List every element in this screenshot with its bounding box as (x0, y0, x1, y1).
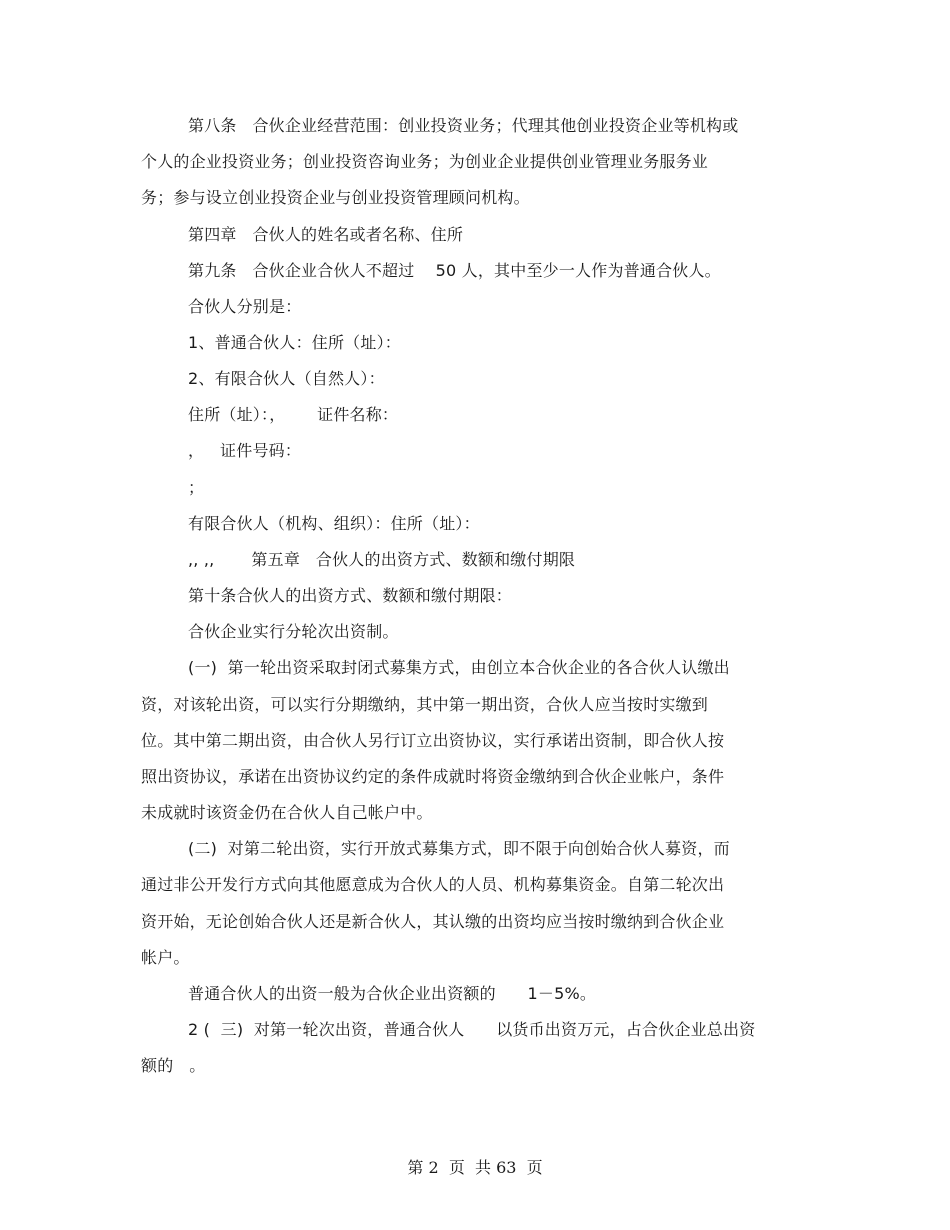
page-footer: 第 2 页 共 63 页 (407, 1158, 543, 1177)
address-id-name-line: 住所（址）：， 证件名称： (188, 405, 399, 424)
general-partner-line: 1、普通合伙人：住所（址）： (188, 333, 401, 352)
id-number-line: ， 证件号码： (188, 441, 302, 460)
article-9-line: 第九条 合伙企业合伙人不超过 50 人，其中至少一人作为普通合伙人。 (188, 261, 721, 280)
clause-1-line-5: 未成就时该资金仍在合伙人自己帐户中。 (141, 803, 433, 822)
limited-partner-person-line: 2、有限合伙人（自然人）： (188, 369, 385, 388)
article-10-heading: 第十条合伙人的出资方式、数额和缴付期限： (188, 586, 513, 605)
clause-2-line-3: 资开始，无论创始合伙人还是新合伙人，其认缴的出资均应当按时缴纳到合伙企业 (141, 912, 725, 931)
clause-1-line-4: 照出资协议，承诺在出资协议约定的条件成就时将资金缴纳到合伙企业帐户，条件 (141, 767, 725, 786)
article-8-line-2: 个人的企业投资业务；创业投资咨询业务；为创业企业提供创业管理业务服务业 (141, 152, 709, 171)
clause-3-line-1: 2 ( 三) 对第一轮次出资，普通合伙人 以货币出资万元，占合伙企业总出资 (188, 1020, 756, 1039)
chapter-4-heading: 第四章 合伙人的姓名或者名称、住所 (188, 225, 464, 244)
chapter-5-heading: ,, ,, 第五章 合伙人的出资方式、数额和缴付期限 (188, 550, 576, 569)
clause-3-line-2: 额的 。 (141, 1056, 206, 1075)
article-8-line-3: 务；参与设立创业投资企业与创业投资管理顾问机构。 (141, 188, 530, 207)
clause-2-line-4: 帐户。 (141, 948, 190, 967)
clause-1-line-1: (一) 第一轮出资采取封闭式募集方式，由创立本合伙企业的各合伙人认缴出 (188, 658, 730, 677)
semicolon-line: ； (188, 478, 205, 497)
limited-partner-org-line: 有限合伙人（机构、组织）：住所（址）： (188, 514, 480, 533)
partners-intro: 合伙人分别是： (188, 297, 302, 316)
clause-1-line-3: 位。其中第二期出资，由合伙人另行订立出资协议，实行承诺出资制，即合伙人按 (141, 731, 725, 750)
article-8-line-1: 第八条 合伙企业经营范围：创业投资业务；代理其他创业投资企业等机构或 (188, 116, 739, 135)
clause-2-line-2: 通过非公开发行方式向其他愿意成为合伙人的人员、机构募集资金。自第二轮次出 (141, 875, 725, 894)
clause-2-line-1: (二) 对第二轮出资，实行开放式募集方式，即不限于向创始合伙人募资，而 (188, 839, 730, 858)
clause-1-line-2: 资，对该轮出资，可以实行分期缴纳，其中第一期出资，合伙人应当按时实缴到 (141, 695, 709, 714)
round-system-line: 合伙企业实行分轮次出资制。 (188, 622, 399, 641)
gp-contribution-line: 普通合伙人的出资一般为合伙企业出资额的 1－5%。 (188, 984, 597, 1003)
